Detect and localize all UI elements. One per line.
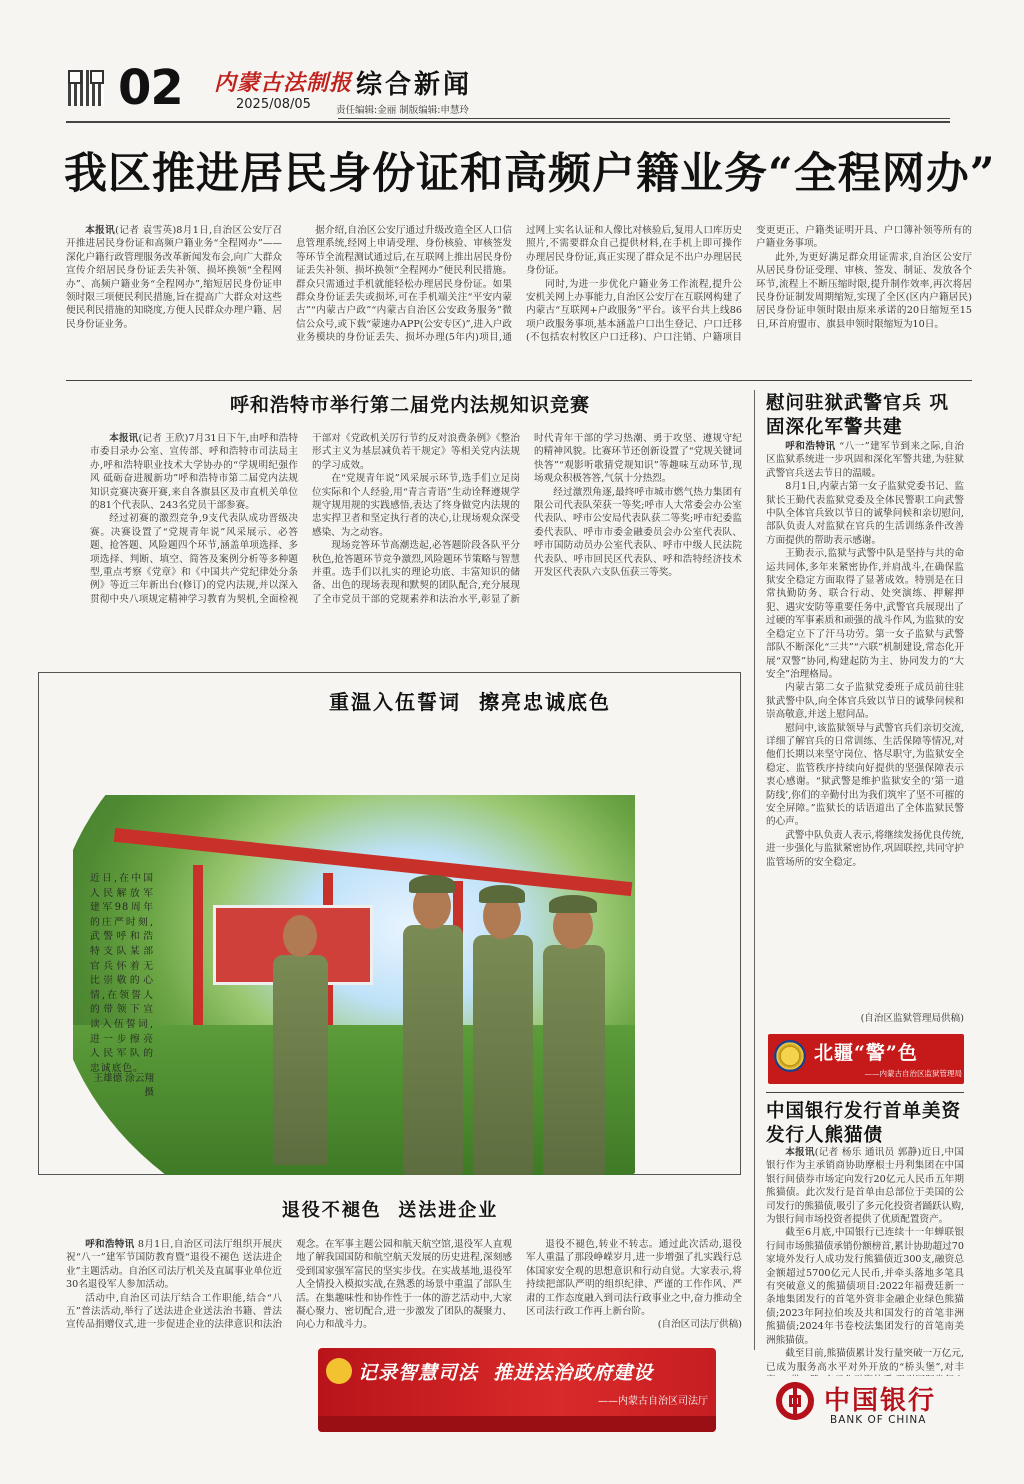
- masthead-rule: [338, 118, 950, 119]
- banner-sub: ——内蒙古自治区司法厅: [598, 1396, 708, 1407]
- prison-paragraph: 呼和浩特讯 “八一”建军节到来之际,自治区监狱系统进一步巩固和深化军警共建,为驻狱武警官兵送去节日的温暖。: [766, 441, 964, 479]
- police-banner: [768, 1034, 964, 1084]
- pergola-post: [193, 865, 203, 1035]
- police-banner-sub: ——内蒙古自治区监狱管理局: [864, 1069, 962, 1078]
- retire-paragraph: 活动中,自治区司法厅结合工作职能,结合“八五”普法活动,举行了送法进企业送法治书籍、普法宣传品捐赠仪式,进一步促进企业的法律意识和法治观念。在军事主题公园和航天航空馆,退役军人直观地了解我国国防和航空航天发展的历史进程,深刻感受到国家强军富民的坚实步伐。在实战基地,退役军人全情投入模拟实战,在熟悉的场景中重温了部队生活。在集趣味性和协作性于一体的游艺活动中,大家凝心聚力、密切配合,进一步激发了团队的凝聚力、向心力和战斗力。: [66, 1239, 512, 1331]
- bank-article: [766, 1146, 964, 1376]
- photo-credit: 王雄德 涂云翔 摄: [93, 1073, 154, 1098]
- lead-paragraph: 本报讯(记者 袁雪英)8月1日,自治区公安厅召开推进居民身份证和高频户籍业务“全程网办”——深化户籍行政管理服务改革新闻发布会,向广大群众宣传介绍居民身份证丢失补领、损坏换领“全程网办”、高频户籍业务“全程网办”,缩短居民身份证申领时限三项便民利民措施,旨在提高广大群众对这些便民利民措施的知晓度,方便人民群众办理户籍、居民身份证业务。: [66, 225, 283, 330]
- prison-source: (自治区监狱管理局供稿): [860, 1013, 964, 1024]
- quiz-paragraph: 本报讯(记者 王欣)7月31日下午,由呼和浩特市委目录办公室、宣传部、呼和浩特市司法局主办,呼和浩特职业技术大学协办的“学规明纪强作风 砥砺奋进履新功”呼和浩特市第二届党内法规知识竞赛决赛开赛,来自各旗县区及市直机关单位的81个代表队、243名党员干部参赛。: [90, 433, 298, 512]
- photo-caption: 近日,在中国人民解放军建军98周年的庄严时刻,武警呼和浩特支队某部官兵怀着无比崇敬的心情,在领誓人的带领下宣读入伍誓词,进一步擦亮人民军队的忠诚底色。: [90, 873, 154, 1074]
- bank-paragraph: 截至目前,熊猫债累计发行量突破一万亿元,已成为服务高水平对外开放的“桥头堡”,对丰: [766, 1348, 964, 1373]
- prison-paragraph: 王勤表示,监狱与武警中队是坚持与共的命运共同体,多年来紧密协作,并肩战斗,在确保监狱安全稳定方面取得了显著成效。特别是在日常执勤防务、联合行动、处突演练、押解押犯、遇灾安防等重要任务中,武警官兵展现出了过硬的军事素质和顽强的战斗作风,为监狱的安全稳定立下了汗马功劳。第一女子监狱与武警部队不断深化“三共”“六联”机制建设,常态化开展“双警”协同,构建起防为主、协同发力的“大安全”治理格局。: [766, 548, 964, 680]
- photo-title: 重温入伍誓词 擦亮忠诚底色: [329, 690, 611, 714]
- soldier-cap: [409, 875, 455, 893]
- retire-paragraph: 退役不褪色,转业不转志。通过此次活动,退役军人重温了那段峥嵘岁月,进一步增强了扎实践行总体国家安全观的思想意识和行动自觉。大家表示,将持续把部队严明的组织纪律、严谨的工作作风、严肃的工作态度融入到司法行政事业之中,奋力推动全区司法行政工作再上新台阶。: [526, 1239, 742, 1318]
- lead-paragraph: 同时,为进一步优化户籍业务工作流程,提升公安机关网上办事能力,自治区公安厅在互联网构建了内蒙古“互联网+户政服务”平台。该平台共上线86项户政服务事项,基本涵盖户口出生登记、户口迁移(不包括农村牧区户口迁移)、户口注销、户籍项目变更更正、户籍类证明开具、户口簿补领等所有的户籍业务事项。: [526, 225, 972, 344]
- prison-article: [766, 440, 964, 1008]
- paper-name-logo: 内蒙古法制报: [214, 70, 353, 96]
- prison-paragraph: 内蒙古第二女子监狱党委班子成员前往驻狱武警中队,向全体官兵致以节日的诚挚问候和崇高敬意,并送上慰问品。: [766, 682, 964, 721]
- qr-code: [68, 70, 104, 106]
- bank-logo-cn: 中国银行: [824, 1386, 937, 1416]
- bank-article-title: 中国银行发行首单美资发行人熊猫债: [766, 1101, 962, 1146]
- retire-paragraph: 呼和浩特讯 8月1日,自治区司法厅组织开展庆祝“八一”建军节国防教育暨“退役不褪色 送法进企业”主题活动。自治区司法厅机关及直属事业单位近30名退役军人参加活动。: [66, 1239, 282, 1291]
- section-title: 综合新闻: [356, 70, 473, 100]
- bank-paragraph: 截至6月底,中国银行已连续十一年蝉联银行间市场熊猫债承销份额榜首,累计协助超过70家境外发行人成功发行熊猫债近300支,融资总金额超过5700亿元人民币,并牵头落地多笔具有突破意义的熊猫债项目:2022年福费廷新一条地集团发行的首笔外资非金融企业绿色熊猫债;2023年阿拉伯埃及共和国发行的首笔非洲熊猫债;2024年书卷校法集团发行的首笔南美洲熊猫债。: [766, 1227, 964, 1346]
- editors-line: 责任编辑:金丽 制版编辑:申慧玲: [336, 105, 469, 116]
- lead-paragraph: 此外,为更好满足群众用证需求,自治区公安厅从居民身份证受理、审核、签发、制证、发放各个环节,流程上不断压缩时限,提升制作效率,再次将居民身份证制发周期缩短,实现了全区(区内户籍居民)居民身份证申领时限由原来承诺的20日缩短至15日,环首府盟市、旗县申领时限缩短为10日。: [756, 251, 972, 330]
- pergola-beam: [114, 828, 633, 896]
- soldier-cap: [479, 885, 525, 903]
- soldier: [473, 935, 533, 1175]
- lead-article: [66, 224, 972, 366]
- vertical-rule: [754, 390, 755, 1350]
- prison-paragraph: 武警中队负责人表示,将继续发扬优良传统,进一步强化与监狱紧密协作,巩固联控,共同守护监管场所的安全稳定。: [766, 829, 964, 868]
- prison-paragraph: 慰问中,该监狱领导与武警官兵们亲切交流,详细了解官兵的日常训练、生活保障等情况,对他们长期以来坚守岗位、恪尽职守,为监狱安全稳定、监管秩序持续向好提供的坚强保障表示衷心感谢。“狱武警是维护监狱安全的‘第一道防线’,你们的辛勤付出为我们筑牢了坚不可摧的安全屏障。”监狱长的话语道出了全体监狱民警的心声。: [766, 722, 964, 828]
- section-divider: [66, 380, 972, 381]
- feature-photo: [73, 795, 635, 1175]
- quiz-paragraph: 经过初赛的激烈竞争,9支代表队成功晋级决赛。决赛设置了“党规青年说”风采展示、必答题、抢答题、风险题四个环节,涵盖单项选择、多项选择、判断、填空、简答及案例分析等多种题型,重点考察《党章》和《中国共产党纪律处分条例》等近三年新出台(修订)的党内法规,并以深入贯彻中央八项规定精神学习教育为契机,全面检视干部对《党政机关厉行节约反对浪费条例》《整治形式主义为基层减负若干规定》等相关党内法规的学习成效。: [90, 433, 520, 605]
- justice-banner: [318, 1348, 716, 1432]
- lead-paragraph: 据介绍,自治区公安厅通过升级改造全区人口信息管理系统,经网上申请受理、身份核验、审核签发等环节全流程测试通过后,在互联网上推出居民身份证丢失补领、损坏换领“全程网办”便民利民措施。群众只需通过手机就能轻松办理居民身份证。如果群众身份证丢失或损坏,可在手机端关注“平安内蒙古”“内蒙古户政”“内蒙古自治区公安政务服务”微信公众号,或下载“蒙速办APP(公安专区)”,进入户政业务模块的身份证丢失、损坏办理(5年内)项目,通过网上实名认证和人像比对核验后,复用人口库历史照片,不需要群众自己提供材料,在手机上即可操作办理居民身份证,真正实现了群众足不出户办理居民身份证。: [296, 225, 742, 344]
- retire-article-title: 退役不褪色 送法进企业: [281, 1200, 499, 1221]
- bank-logo-en: BANK OF CHINA: [830, 1414, 927, 1426]
- banner-main: 记录智慧司法 推进法治政府建设: [358, 1362, 654, 1384]
- police-banner-main: 北疆“警”色: [814, 1042, 918, 1064]
- retire-source: (自治区司法厅供稿): [657, 1319, 742, 1331]
- soldier: [543, 945, 605, 1175]
- prison-paragraph: 8月1日,内蒙古第一女子监狱党委书记、监狱长王勤代表监狱党委及全体民警职工向武警中队全体官兵致以节日的诚挚问候和亲切慰问,部队负责人对监狱在官兵的生活训练条件改善方面提供的帮助表示感谢。: [766, 481, 964, 546]
- quiz-paragraph: 在“党规青年说”风采展示环节,选手们立足岗位实际和个人经验,用“青言青语”生动诠释遵规学规守规用规的实践感悟,表达了终身做党内法规的忠实捍卫者和坚定执行者的决心,让现场观众深受感染、为之动容。: [312, 473, 520, 538]
- building-silhouette: [318, 1416, 716, 1432]
- soldier: [403, 925, 463, 1175]
- party-emblem-icon: [326, 1358, 352, 1384]
- quiz-paragraph: 现场竞答环节高潮迭起,必答题阶段各队平分秋色,抢答题环节竞争激烈,风险题环节策略与智慧并重。选手们以扎实的理论功底、丰富知识的储备、出色的现场表现和默契的团队配合,充分展现了全市党员干部的党规素养和法治水平,彰显了新时代青年干部的学习热潮、勇于攻坚、遵规守纪的精神风貌。比赛环节还创新设置了“党规关键词快答”“观影听歌猜党规知识”等趣味互动环节,现场观众积极答答,气氛十分热烈。: [312, 433, 742, 605]
- byline: 本报讯: [85, 225, 116, 236]
- main-headline: 我区推进居民身份证和高频户籍业务“全程网办”: [64, 149, 996, 199]
- quiz-article-title: 呼和浩特市举行第二届党内法规知识竞赛: [229, 394, 590, 416]
- soldier-head: [283, 915, 317, 957]
- issue-date: 2025/08/05: [236, 97, 311, 112]
- quiz-article: [90, 432, 742, 627]
- bank-logo-icon: [776, 1382, 814, 1420]
- masthead-rule-2: [66, 121, 950, 123]
- quiz-paragraph: 经过激烈角逐,最终呼市城市燃气热力集团有限公司代表队荣获一等奖;呼市人大常委会办公室代表队、呼市公安局代表队获二等奖;呼市纪委监委代表队、呼市市委金融委员会办公室代表队、呼市国防动员办公室代表队、呼市中级人民法院代表队、呼市回民区代表队、呼和浩特经济技术开发区代表队六支队伍获三等奖。: [534, 486, 742, 579]
- bank-paragraph: 本报讯(记者 杨乐 通讯员 郭静)近日,中国银行作为主承销商协助摩根士丹利集团在中国银行间债券市场定向发行20亿元人民币五年期熊猫债。此次发行是首单由总部位于美国的公司发行的熊猫债,吸引了多元化投资者踊跃认购,为银行间市场投资者提供了优质配置资产。: [766, 1147, 964, 1226]
- police-badge-icon: [774, 1040, 806, 1072]
- prison-article-title: 慰问驻狱武警官兵 巩固深化军警共建: [766, 393, 949, 438]
- soldier-cap: [549, 895, 597, 913]
- page-number: 02: [118, 60, 183, 116]
- right-divider: [766, 1092, 964, 1093]
- soldier: [273, 955, 328, 1165]
